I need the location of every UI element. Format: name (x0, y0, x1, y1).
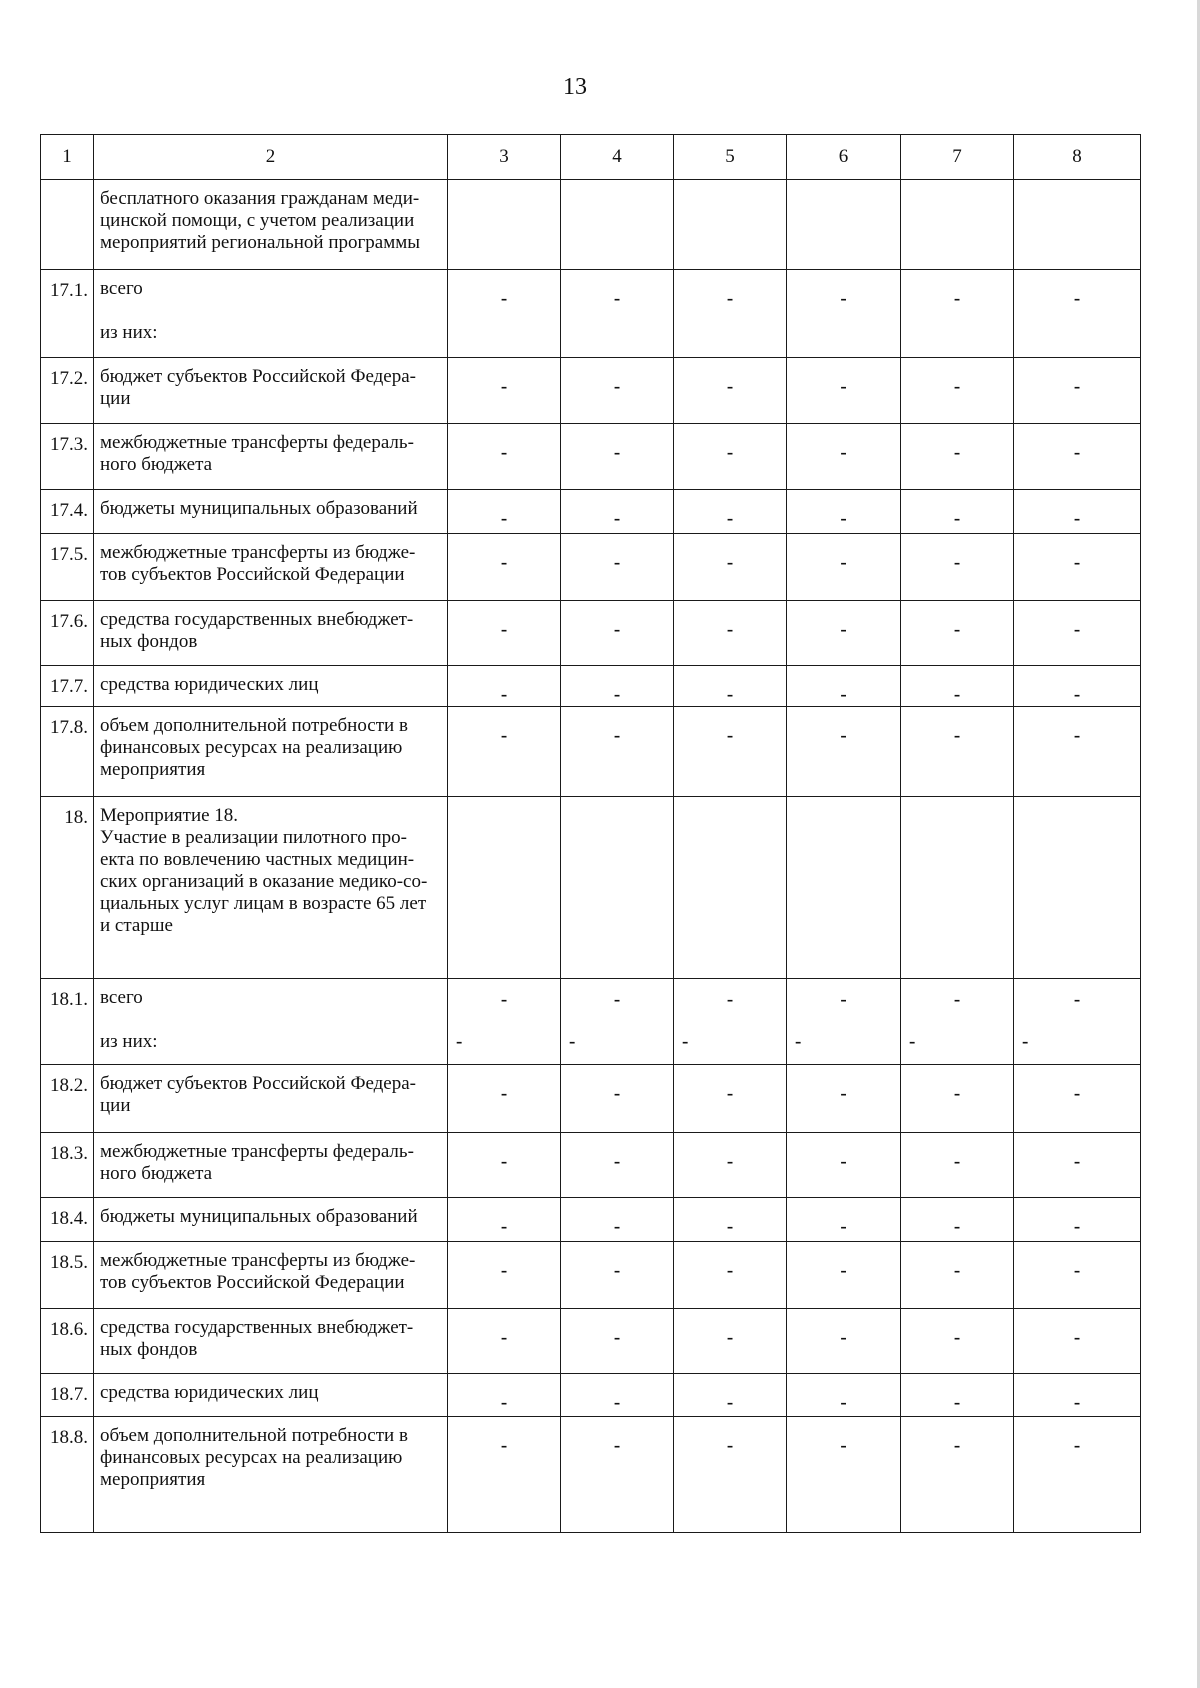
value-cell (1014, 1198, 1141, 1242)
row-subtitle: из них: (100, 322, 158, 343)
value-dash: - (613, 442, 621, 463)
value-dash: - (1073, 376, 1081, 397)
row-description (94, 1133, 448, 1198)
value-cell (901, 666, 1014, 707)
table-row (41, 1133, 1141, 1198)
value-dash: - (953, 376, 961, 397)
row-description (94, 270, 448, 358)
value-cell (901, 979, 1014, 1065)
value-cell (448, 707, 561, 797)
value-cell (561, 601, 674, 666)
value-cell (901, 358, 1014, 424)
value-cell (448, 534, 561, 601)
value-cell (1014, 666, 1141, 707)
value-dash: - (726, 1435, 734, 1456)
table-row (41, 979, 1141, 1065)
value-dash: - (953, 442, 961, 463)
row-number: 18.8. (41, 1417, 94, 1533)
value-dash: - (500, 442, 508, 463)
budget-table (40, 134, 1141, 1533)
value-dash: - (726, 619, 734, 640)
value-dash: - (1073, 619, 1081, 640)
value-cell (448, 1133, 561, 1198)
header-cell-7: 7 (901, 135, 1014, 180)
row-number: 18.1. (41, 979, 94, 1065)
value-cell (674, 424, 787, 490)
value-cell (787, 490, 901, 534)
row-description-text: бюджеты муниципальных образований (100, 498, 418, 519)
row-description-text: средства юридических лиц (100, 1382, 319, 1403)
value-cell (674, 358, 787, 424)
value-dash: - (500, 288, 508, 309)
row-description (94, 358, 448, 424)
value-dash: - (726, 1151, 734, 1172)
table-header-row (41, 135, 1141, 180)
value-cell (674, 1198, 787, 1242)
value-cell (674, 666, 787, 707)
value-dash: - (1073, 508, 1081, 529)
value-cell (787, 666, 901, 707)
row-description (94, 979, 448, 1065)
value-dash: - (1073, 989, 1081, 1010)
row-number: 18.7. (41, 1374, 94, 1417)
value-cell (561, 424, 674, 490)
value-cell (674, 1065, 787, 1133)
row-number: 17.7. (41, 666, 94, 707)
value-cell (1014, 1417, 1141, 1533)
row-subtitle: из них: (100, 1031, 158, 1052)
value-cell (448, 1374, 561, 1417)
value-dash: - (953, 1435, 961, 1456)
value-cell (674, 1374, 787, 1417)
row-description (94, 424, 448, 490)
header-cell-3: 3 (448, 135, 561, 180)
subvalue-dash: - (795, 1031, 802, 1052)
table-row (41, 1374, 1141, 1417)
value-cell (901, 797, 1014, 979)
value-cell (674, 601, 787, 666)
value-cell (561, 1198, 674, 1242)
value-cell (561, 358, 674, 424)
value-dash: - (953, 1083, 961, 1104)
value-cell (1014, 797, 1141, 979)
row-description (94, 180, 448, 270)
value-dash: - (613, 1151, 621, 1172)
row-description (94, 666, 448, 707)
value-cell (674, 270, 787, 358)
value-cell (901, 1065, 1014, 1133)
value-cell (787, 707, 901, 797)
value-dash: - (726, 1216, 734, 1237)
value-cell (787, 1309, 901, 1374)
value-cell (901, 270, 1014, 358)
row-number: 18.5. (41, 1242, 94, 1309)
table-row (41, 1065, 1141, 1133)
subvalue-dash: - (909, 1031, 916, 1052)
value-cell (787, 1417, 901, 1533)
value-cell (674, 979, 787, 1065)
row-description-text: объем дополнительной потребности в финансовых ресурсах на реализацию мероприятия (100, 1425, 408, 1490)
value-dash: - (953, 619, 961, 640)
value-cell (561, 534, 674, 601)
row-description (94, 1374, 448, 1417)
table-row (41, 1198, 1141, 1242)
value-dash: - (1073, 552, 1081, 573)
table-row (41, 180, 1141, 270)
row-description-text: объем дополнительной потребности в финансовых ресурсах на реализацию мероприятия (100, 715, 408, 780)
value-dash: - (840, 442, 847, 463)
value-cell (561, 1309, 674, 1374)
value-dash: - (613, 1260, 621, 1281)
value-dash: - (500, 725, 508, 746)
row-description-text: всего (100, 278, 143, 299)
value-cell (787, 358, 901, 424)
value-dash: - (726, 1083, 734, 1104)
header-cell-4: 4 (561, 135, 674, 180)
value-cell (674, 1417, 787, 1533)
value-dash: - (500, 1435, 508, 1456)
row-description (94, 1198, 448, 1242)
value-cell (787, 1242, 901, 1309)
table-row (41, 270, 1141, 358)
value-cell (901, 424, 1014, 490)
value-cell (561, 490, 674, 534)
value-cell (901, 1417, 1014, 1533)
value-dash: - (613, 288, 621, 309)
value-cell (448, 424, 561, 490)
value-cell (901, 180, 1014, 270)
value-cell (561, 1065, 674, 1133)
value-dash: - (840, 552, 847, 573)
value-cell (561, 270, 674, 358)
value-cell (787, 534, 901, 601)
row-description (94, 1309, 448, 1374)
value-dash: - (953, 1392, 961, 1413)
value-dash: - (500, 989, 508, 1010)
value-cell (901, 1133, 1014, 1198)
row-number: 18. (41, 797, 94, 979)
value-cell (1014, 601, 1141, 666)
value-cell (901, 601, 1014, 666)
value-dash: - (1073, 288, 1081, 309)
value-dash: - (840, 989, 847, 1010)
value-cell (1014, 180, 1141, 270)
value-cell (448, 666, 561, 707)
value-dash: - (500, 1216, 508, 1237)
value-cell (448, 490, 561, 534)
value-cell (787, 270, 901, 358)
value-dash: - (613, 376, 621, 397)
row-description (94, 534, 448, 601)
value-dash: - (840, 1151, 847, 1172)
value-cell (561, 1417, 674, 1533)
value-dash: - (500, 376, 508, 397)
value-dash: - (1073, 1327, 1081, 1348)
value-cell (1014, 534, 1141, 601)
row-number: 17.5. (41, 534, 94, 601)
value-dash: - (1073, 1083, 1081, 1104)
value-dash: - (953, 725, 961, 746)
value-dash: - (726, 376, 734, 397)
value-dash: - (500, 684, 508, 705)
value-dash: - (1073, 1392, 1081, 1413)
row-description-text: бюджет субъектов Российской Федера-ции (100, 366, 417, 409)
table-row (41, 797, 1141, 979)
value-cell (561, 180, 674, 270)
value-cell (448, 1198, 561, 1242)
value-cell (1014, 1133, 1141, 1198)
value-cell (448, 1309, 561, 1374)
value-dash: - (840, 1435, 847, 1456)
row-number: 17.3. (41, 424, 94, 490)
value-dash: - (953, 1327, 961, 1348)
value-dash: - (953, 1151, 961, 1172)
value-dash: - (613, 725, 621, 746)
value-dash: - (726, 508, 734, 529)
value-cell (787, 601, 901, 666)
table-row (41, 1242, 1141, 1309)
value-dash: - (613, 1327, 621, 1348)
value-cell (787, 424, 901, 490)
value-cell (674, 534, 787, 601)
value-dash: - (613, 989, 621, 1010)
value-cell (1014, 707, 1141, 797)
row-description (94, 1417, 448, 1533)
value-cell (1014, 979, 1141, 1065)
row-number: 18.4. (41, 1198, 94, 1242)
table-row (41, 424, 1141, 490)
table-row (41, 601, 1141, 666)
value-dash: - (500, 508, 508, 529)
value-dash: - (613, 1392, 621, 1413)
value-cell (1014, 490, 1141, 534)
value-dash: - (726, 989, 734, 1010)
value-cell (674, 490, 787, 534)
subvalue-dash: - (682, 1031, 689, 1052)
table-row (41, 490, 1141, 534)
value-dash: - (500, 619, 508, 640)
row-number: 18.3. (41, 1133, 94, 1198)
value-dash: - (840, 508, 847, 529)
value-dash: - (500, 1327, 508, 1348)
value-cell (674, 1242, 787, 1309)
value-dash: - (953, 552, 961, 573)
value-dash: - (726, 725, 734, 746)
value-dash: - (726, 1260, 734, 1281)
value-cell (561, 707, 674, 797)
header-cell-1: 1 (41, 135, 94, 180)
value-cell (1014, 1065, 1141, 1133)
value-dash: - (953, 989, 961, 1010)
value-dash: - (840, 619, 847, 640)
value-dash: - (953, 288, 961, 309)
value-dash: - (840, 376, 847, 397)
value-cell (787, 797, 901, 979)
row-description-text: всего (100, 987, 143, 1008)
header-cell-6: 6 (787, 135, 901, 180)
row-description-text: межбюджетные трансферты федераль-ного бюджета (100, 432, 414, 475)
value-dash: - (726, 684, 734, 705)
row-description (94, 1242, 448, 1309)
value-dash: - (613, 1083, 621, 1104)
subvalue-dash: - (569, 1031, 576, 1052)
value-dash: - (840, 725, 847, 746)
table-row (41, 534, 1141, 601)
value-dash: - (613, 552, 621, 573)
row-description (94, 601, 448, 666)
table-row (41, 1309, 1141, 1374)
value-cell (787, 1198, 901, 1242)
value-cell (674, 1309, 787, 1374)
table-row (41, 1417, 1141, 1533)
row-number (41, 180, 94, 270)
row-description (94, 1065, 448, 1133)
page-number: 13 (563, 74, 587, 100)
value-cell (787, 979, 901, 1065)
value-cell (901, 490, 1014, 534)
value-cell (1014, 1374, 1141, 1417)
row-description (94, 490, 448, 534)
table-row (41, 666, 1141, 707)
value-cell (674, 797, 787, 979)
value-cell (561, 1242, 674, 1309)
value-cell (561, 797, 674, 979)
value-cell (561, 666, 674, 707)
row-description-text: бюджеты муниципальных образований (100, 1206, 418, 1227)
value-dash: - (953, 1216, 961, 1237)
value-dash: - (1073, 1260, 1081, 1281)
value-cell (448, 601, 561, 666)
value-cell (901, 707, 1014, 797)
value-dash: - (840, 288, 847, 309)
value-cell (901, 1309, 1014, 1374)
value-cell (561, 1133, 674, 1198)
value-cell (448, 1242, 561, 1309)
row-description-text: средства государственных внебюджет-ных фондов (100, 1317, 414, 1360)
value-dash: - (613, 508, 621, 529)
value-dash: - (500, 1151, 508, 1172)
value-cell (901, 1242, 1014, 1309)
row-description-text: бесплатного оказания гражданам меди-цинской помощи, с учетом реализации мероприятий региональной программы (100, 188, 421, 253)
table-row (41, 358, 1141, 424)
value-cell (561, 979, 674, 1065)
row-description (94, 707, 448, 797)
value-dash: - (840, 1327, 847, 1348)
value-cell (901, 1374, 1014, 1417)
header-cell-5: 5 (674, 135, 787, 180)
value-dash: - (500, 1392, 508, 1413)
value-dash: - (953, 684, 961, 705)
value-cell (787, 180, 901, 270)
value-cell (1014, 358, 1141, 424)
value-cell (674, 180, 787, 270)
value-cell (448, 1065, 561, 1133)
value-dash: - (1073, 1435, 1081, 1456)
row-number: 17.1. (41, 270, 94, 358)
row-number: 18.2. (41, 1065, 94, 1133)
value-dash: - (500, 1260, 508, 1281)
row-description-text: межбюджетные трансферты из бюдже-тов субъектов Российской Федерации (100, 1250, 416, 1293)
subvalue-dash: - (456, 1031, 463, 1052)
value-dash: - (726, 288, 734, 309)
subvalue-dash: - (1022, 1031, 1029, 1052)
value-cell (787, 1133, 901, 1198)
value-cell (448, 180, 561, 270)
value-dash: - (840, 1083, 847, 1104)
value-dash: - (840, 1216, 847, 1237)
value-dash: - (726, 1327, 734, 1348)
value-dash: - (726, 1392, 734, 1413)
row-description-detail: Участие в реализации пилотного про-екта по вовлечению частных медицин-ских организаций в оказание медико-со-циальных услуг лицам в возрасте 65 лет и старше (100, 827, 428, 936)
row-number: 17.6. (41, 601, 94, 666)
value-cell (901, 1198, 1014, 1242)
value-cell (448, 358, 561, 424)
value-cell (1014, 1309, 1141, 1374)
header-cell-8: 8 (1014, 135, 1141, 180)
value-dash: - (613, 1435, 621, 1456)
value-dash: - (1073, 442, 1081, 463)
value-dash: - (840, 1392, 847, 1413)
value-cell (448, 1417, 561, 1533)
value-dash: - (726, 442, 734, 463)
row-description-text: средства государственных внебюджет-ных фондов (100, 609, 414, 652)
value-dash: - (1073, 1151, 1081, 1172)
value-cell (901, 534, 1014, 601)
value-cell (1014, 270, 1141, 358)
value-dash: - (953, 508, 961, 529)
value-cell (674, 707, 787, 797)
value-dash: - (840, 684, 847, 705)
value-cell (1014, 1242, 1141, 1309)
row-description-text: средства юридических лиц (100, 674, 319, 695)
row-description-text: бюджет субъектов Российской Федера-ции (100, 1073, 417, 1116)
value-cell (448, 270, 561, 358)
value-dash: - (726, 552, 734, 573)
value-cell (448, 979, 561, 1065)
value-cell (561, 1374, 674, 1417)
row-description (94, 797, 448, 979)
row-description-text: Мероприятие 18. (100, 805, 239, 826)
value-dash: - (1073, 684, 1081, 705)
value-dash: - (500, 552, 508, 573)
value-dash: - (1073, 725, 1081, 746)
row-number: 18.6. (41, 1309, 94, 1374)
value-cell (787, 1065, 901, 1133)
value-dash: - (613, 684, 621, 705)
value-cell (1014, 424, 1141, 490)
value-dash: - (613, 619, 621, 640)
value-dash: - (500, 1083, 508, 1104)
row-description-text: межбюджетные трансферты из бюдже-тов субъектов Российской Федерации (100, 542, 416, 585)
value-dash: - (1073, 1216, 1081, 1237)
row-description-text: межбюджетные трансферты федераль-ного бюджета (100, 1141, 414, 1184)
value-cell (448, 797, 561, 979)
value-cell (674, 1133, 787, 1198)
value-dash: - (840, 1260, 847, 1281)
row-number: 17.8. (41, 707, 94, 797)
row-number: 17.4. (41, 490, 94, 534)
header-cell-2: 2 (94, 135, 448, 180)
value-dash: - (613, 1216, 621, 1237)
value-dash: - (953, 1260, 961, 1281)
row-number: 17.2. (41, 358, 94, 424)
value-cell (787, 1374, 901, 1417)
table-row (41, 707, 1141, 797)
